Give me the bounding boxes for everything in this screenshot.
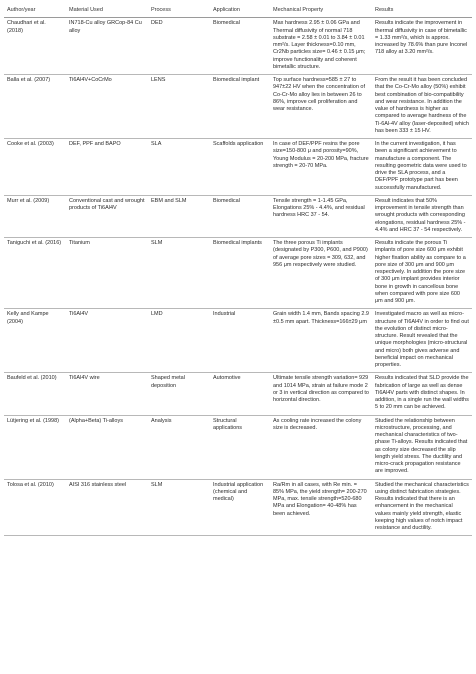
cell-material: DEF, PPF and BAPO	[66, 139, 148, 196]
cell-results: Result indicates that 50% improvement in tensile strength than wrought products with corresponding elongations, residual hardness 25% - 4.4% and HRC 37 - 54 respectively.	[372, 195, 472, 237]
cell-application: Biomedical implants	[210, 238, 270, 309]
cell-material: Ti6Al4V wire	[66, 373, 148, 415]
table-row	[4, 195, 472, 237]
header-results: Results	[372, 5, 472, 18]
cell-application: Biomedical	[210, 18, 270, 75]
cell-application: Industrial application (chemical and medical)	[210, 479, 270, 536]
cell-author: Cooke et al. (2003)	[4, 139, 66, 196]
table-row	[4, 309, 472, 373]
cell-material: Titanium	[66, 238, 148, 309]
cell-application: Scaffolds application	[210, 139, 270, 196]
cell-process: DED	[148, 18, 210, 75]
cell-results: In the current investigation, it has been a significant achievement to manufacture a component. The resulting geometric data were used to drive the SLA process, and a DEF/PPF prototype part has been successfully manufactured.	[372, 139, 472, 196]
cell-author: Murr et al. (2009)	[4, 195, 66, 237]
table-row	[4, 75, 472, 139]
cell-results: Studied the relationship between microstructure, processing, and mechanical characteristics of two-phase Ti-alloys. Results indicated that as colony size decreased the slip length yield stress. The ductility and micro-crack propagation resistance are improved.	[372, 415, 472, 479]
cell-author: Lütjering et al. (1998)	[4, 415, 66, 479]
header-application: Application	[210, 5, 270, 18]
cell-process: LMD	[148, 309, 210, 373]
cell-material: (Alpha+Beta) Ti-alloys	[66, 415, 148, 479]
table-row	[4, 238, 472, 309]
header-material-used: Material Used	[66, 5, 148, 18]
cell-author: Taniguchi et al. (2016)	[4, 238, 66, 309]
header-mechanical-property: Mechanical Property	[270, 5, 372, 18]
header-author-year: Author/year	[4, 5, 66, 18]
cell-process: EBM and SLM	[148, 195, 210, 237]
cell-process: SLM	[148, 238, 210, 309]
table-row	[4, 415, 472, 479]
header-process: Process	[148, 5, 210, 18]
cell-application: Biomedical implant	[210, 75, 270, 139]
cell-mechanical-property: Top surface hardness=585 ± 27 to 947±22 HV when the concentration of Co-Cr-Mo alloy lies in between 26 to 86%, improve cell proliferation and wear resistance.	[270, 75, 372, 139]
cell-mechanical-property: Ultimate tensile strength variation= 929 and 1014 MPa, strain at failure mode 2 or 3 in vertical direction as compared to horizontal direction.	[270, 373, 372, 415]
cell-mechanical-property: Ra/Rm in all cases, with Re min. = 85% MPa, the yield strength= 200-270 MPa, max. tensile strength=520-680 MPa and Elongation= 40-48% has been achieved.	[270, 479, 372, 536]
table-row	[4, 18, 472, 75]
cell-application: Industrial	[210, 309, 270, 373]
cell-mechanical-property: In case of DEF/PPF resins the pore size=150-800 μ and porosity=90%, Young Modulus = 20-200 MPa, fracture strength = 20-70 MPa.	[270, 139, 372, 196]
cell-results: Results indicate the improvement in thermal diffusivity in case of bimetallic = 1.33 mm²/s, which is approx. increased by 78.6% than pure Inconel 718 alloy at 3.20 mm²/s.	[372, 18, 472, 75]
cell-results: Results indicate the porous Ti implants of pore size 600 μm exhibit higher fixation ability as compare to a pore size of 300 μm and 900 μm respectively. In addition the pore size of 300 μm implant provides interior bone in growth in cancellous bone when compared with pore size 600 μm and 900 μm.	[372, 238, 472, 309]
cell-mechanical-property: Tensile strength = 1-1.45 GPa, Elongations 25% - 4.4%, and residual hardness HRC 37 - 54.	[270, 195, 372, 237]
cell-process: Analysis	[148, 415, 210, 479]
cell-process: SLM	[148, 479, 210, 536]
cell-application: Automotive	[210, 373, 270, 415]
cell-author: Balla et al. (2007)	[4, 75, 66, 139]
cell-material: Ti6Al4V	[66, 309, 148, 373]
cell-mechanical-property: Max hardness 2.95 ± 0.06 GPa and Thermal diffusivity of normal 718 substrate = 2.58 ± 0.01 to 3.84 ± 0.01 mm²/s. Layer thickness=0.10 mm, Cr2Nb particles size= 0.46 ± 0.15 μm; improve functionality and coherent bimetallic structure.	[270, 18, 372, 75]
cell-results: From the result it has been concluded that the Co-Cr-Mo alloy (50%) exhibit best combination of bio-compatibility and wear resistance. In addition the value of hardness is higher as compared to average hardness of the Ti-6Al-4V alloy (laser-deposited) which has been 333 ± 15 HV.	[372, 75, 472, 139]
table-row	[4, 139, 472, 196]
cell-results: Results indicated that SLD provide the fabrication of large as well as dense Ti6Al4V parts with distinct shapes. In addition, in a single run the wall widths 5 to 20 mm can be achieved.	[372, 373, 472, 415]
cell-material: Ti6Al4V+CoCrMo	[66, 75, 148, 139]
cell-material: IN718-Cu alloy GRCop-84 Cu alloy	[66, 18, 148, 75]
cell-mechanical-property: Grain width 1.4 mm, Bands spacing 2.9 ±0.5 mm apart. Thickness=166±29 μm	[270, 309, 372, 373]
literature-review-table	[4, 5, 472, 536]
cell-application: Structural applications	[210, 415, 270, 479]
cell-process: Shaped metal deposition	[148, 373, 210, 415]
cell-results: Studied the mechanical characteristics using distinct fabrication strategies. Results indicated that there is an enhancement in the mechanical values mainly yield strength, elastic keeping high values of notch impact resistance and ductility.	[372, 479, 472, 536]
cell-material: AISI 316 stainless steel	[66, 479, 148, 536]
cell-author: Chaudhari et al. (2018)	[4, 18, 66, 75]
table-row	[4, 373, 472, 415]
cell-author: Kelly and Kampe (2004)	[4, 309, 66, 373]
table-header-row	[4, 5, 472, 18]
cell-application: Biomedical	[210, 195, 270, 237]
table-row	[4, 479, 472, 536]
cell-author: Baufeld et al. (2010)	[4, 373, 66, 415]
cell-author: Tolosa et al. (2010)	[4, 479, 66, 536]
cell-results: Investigated macro as well as micro-structure of Ti6Al4V in order to find out the evolution of distinct micro-structure. Result revealed that the unique morphologies (micro-structural and micro) both gives adverse and beneficial impact on mechanical properties.	[372, 309, 472, 373]
cell-process: LENS	[148, 75, 210, 139]
cell-process: SLA	[148, 139, 210, 196]
cell-mechanical-property: As cooling rate increased the colony size is decreased.	[270, 415, 372, 479]
cell-mechanical-property: The three porous Ti implants (designated by P300, P600, and P900) of average pore sizes = 309, 632, and 956 μm respectively were studied.	[270, 238, 372, 309]
cell-material: Conventional cast and wrought products of Ti6Al4V	[66, 195, 148, 237]
